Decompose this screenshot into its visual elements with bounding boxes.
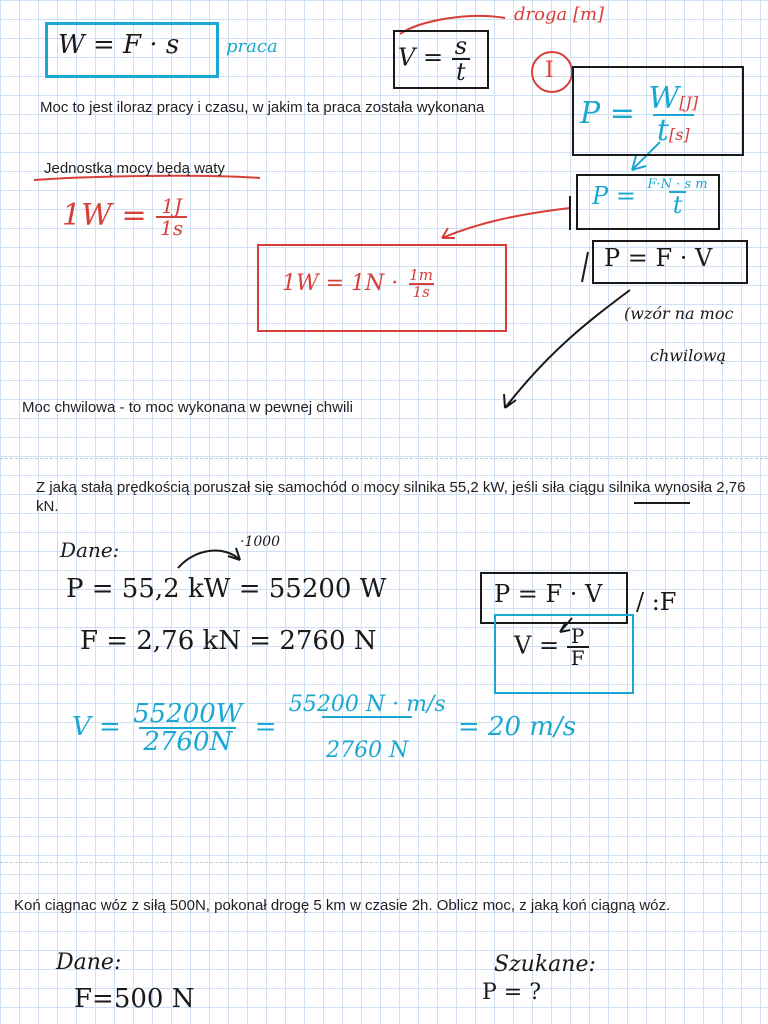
solved-den: F [567,646,589,668]
velocity-fraction [451,34,471,84]
problem-2-text: Z jaką stałą prędkością poruszał się samochód o mocy silnika 55,2 kW, jeśli siła ciągu silnika wynosiła 2,76 kN. [36,479,746,515]
watt-lhs: 1W = [62,198,147,233]
watt2-fraction [405,268,437,300]
page-break-1 [0,458,768,459]
watt2-definition [282,268,437,300]
divide-by-f: / :F [636,588,677,616]
power3-formula: P = F · V [604,244,713,272]
watt-num: 1J [161,194,183,218]
solved-num: P [570,624,585,648]
given-label-2: Dane: [60,538,120,562]
power2-formula [592,178,712,217]
power-num-unit: [J] [679,93,699,112]
calc-num-1: 55200W [133,699,243,729]
velocity-formula [398,34,471,84]
calc-den-2: 2760 N [322,716,412,762]
power-den-unit: [s] [668,125,690,144]
watt-den: 1s [156,216,187,238]
velocity-num: s [454,32,468,60]
watt2-num: 1m [409,266,434,284]
power2-num: F·N · s m [647,177,708,192]
instant-power-note-line1: (wzór na moc [624,304,734,323]
calc-den-1: 2760N [139,727,236,755]
given-force-3: F=500 N [74,984,195,1014]
power2-fraction [644,178,712,217]
watt-definition [62,196,187,238]
velocity-den: t [452,58,470,84]
power-num: W [648,81,680,116]
given-label-3: Dane: [56,950,122,975]
power-definition: Moc to jest iloraz pracy i czasu, w jakim ta praca została wykonana [40,99,485,116]
multiplier-note: ·1000 [240,534,281,550]
page-break-2 [0,862,768,863]
solved-fraction [567,626,589,668]
calc-fraction-2 [285,694,450,762]
power2-den: t [669,191,687,217]
given-force: F = 2,76 kN = 2760 N [80,626,377,656]
distance-label: droga [m] [514,4,605,25]
velocity-lhs: V = [398,43,444,72]
watt-fraction [156,196,187,238]
power-lhs: P = [580,96,635,131]
power-den: t [656,113,669,148]
solved-formula [514,626,589,668]
watt2-lhs: 1W = 1N · [282,271,399,296]
calc-num-2: 55200 N · m/s [288,692,446,717]
solved-lhs: V = [514,631,560,660]
unit-sentence: Jednostką mocy będą waty [44,160,225,177]
calc-result: = 20 m/s [457,712,577,742]
calculation: V = $\frac{55200W}{2760N}$ = $\frac{55200 N \cdot m/s}{2760 N}$ = 20 m/s [72,692,577,763]
work-label: praca [226,36,278,57]
given-power: P = 55,2 kW = 55200 W [66,574,387,604]
power2-lhs: P = [592,182,636,210]
roman-numeral-one: I [545,58,554,83]
problem-3-text: Koń ciągnac wóz z siłą 500N, pokonał drogę 5 km w czasie 2h. Oblicz moc, z jaką koń ciągną wóz. [14,897,671,914]
wanted-label-3: Szukane: [494,952,596,977]
formula-2: P = F · V [494,580,603,608]
work-formula: W = F · s [58,30,180,60]
power-fraction [644,81,702,148]
instant-power-note-line2: chwilową [650,346,727,365]
watt2-den: 1s [409,283,434,300]
calc-fraction-1 [129,701,246,755]
calc-lhs: V = [72,712,121,742]
wanted-power-3: P = ? [482,980,542,1005]
power-formula [580,81,702,148]
instant-power-definition: Moc chwilowa - to moc wykonana w pewnej chwili [22,399,353,416]
